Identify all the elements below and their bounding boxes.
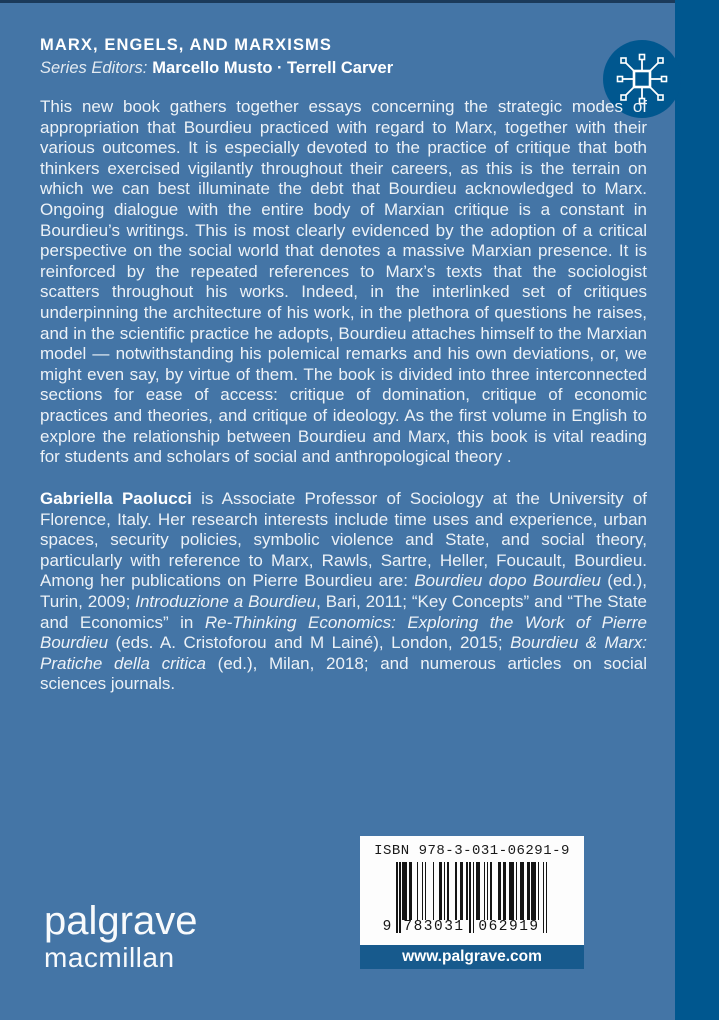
bio-segment: Gabriella Paolucci <box>40 489 192 508</box>
publisher-logo <box>44 901 197 972</box>
barcode-module <box>546 862 548 933</box>
series-header <box>40 36 393 78</box>
publisher-name-macmillan: macmillan <box>44 942 175 973</box>
series-editors-names: Marcello Musto · Terrell Carver <box>152 59 394 77</box>
bio-segment: Bourdieu & Marx: Pratiche della critica <box>40 633 647 673</box>
barcode-digit-lead: 9 <box>382 919 392 935</box>
bio-segment: (ed.), Turin, 2009; <box>40 571 647 611</box>
website-strip <box>360 945 584 969</box>
bio-segment: (ed.), Milan, 2018; and numerous articles on social sciences journals. <box>40 653 648 694</box>
bio-segment: (eds. A. Cristoforou and M Lainé), London, 2015; <box>108 633 511 653</box>
author-bio <box>40 489 647 695</box>
isbn-barcode-box <box>360 836 584 945</box>
series-editors-line <box>40 59 393 78</box>
publisher-name-palgrave: palgrave <box>44 899 198 943</box>
barcode-digit-group1: 783031 <box>401 920 467 935</box>
bio-segment: , Bari, 2011; “Key Concepts” and “The State and Economics” in <box>40 591 647 632</box>
top-edge-line <box>0 0 719 3</box>
bio-segment: Bourdieu dopo Bourdieu <box>414 571 601 591</box>
isbn-label: ISBN 978-3-031-06291-9 <box>374 843 570 859</box>
bio-segment: is Associate Professor of Sociology at the University of Florence, Italy. Her research interests include time uses and experience, urban spaces, security policies, symbolic violence and State, and social theory, particularly with reference to Marx, Rawls, Sartre, Heller, Foucault, Bourdieu. Among her publications on Pierre Bourdieu are: <box>40 489 647 591</box>
book-description: This new book gathers together essays concerning the strategic modes of appropriation that Bourdieu practiced with regard to Marx, together with their various outcomes. It is especially devoted to the practice of critique that both thinkers exercised vigilantly throughout their careers, as this is the terrain on which we can best illuminate the debt that Bourdieu acknowledged to Marx. Ongoing dialogue with the entire body of Marxian critique is a constant in Bourdieu’s writings. This is most clearly evidenced by the adoption of a critical perspective on the social world that denotes a massive Marxian presence. It is reinforced by the repeated references to Marx’s texts that the sociologist scatters throughout his works. Indeed, in the interlinked set of critiques underpinning the architecture of his work, in the plethora of questions he raises, and in the scientific practice he adopts, Bourdieu attaches himself to the Marxian model — notwithstanding his polemical remarks and his own deviations, or, we might even say, by virtue of them. The book is divided into three interconnected sections for ease of access: critique of domination, critique of economic practices and theories, and critique of ideology. As the first volume in English to explore the relationship between Bourdieu and Marx, this book is vital reading for students and scholars of social and anthropological theory . <box>40 97 647 467</box>
barcode-digit-group2: 062919 <box>476 920 542 935</box>
website-url: www.palgrave.com <box>402 948 542 965</box>
series-editors-label: Series Editors: <box>40 59 148 77</box>
bio-segment: Re-Thinking Economics: Exploring the Work of Pierre Bourdieu <box>40 612 647 653</box>
bio-segment: Introduzione a Bourdieu <box>135 591 317 611</box>
ean-barcode <box>382 862 548 936</box>
accent-right-band <box>675 0 719 1020</box>
series-title: MARX, ENGELS, AND MARXISMS <box>40 36 333 54</box>
